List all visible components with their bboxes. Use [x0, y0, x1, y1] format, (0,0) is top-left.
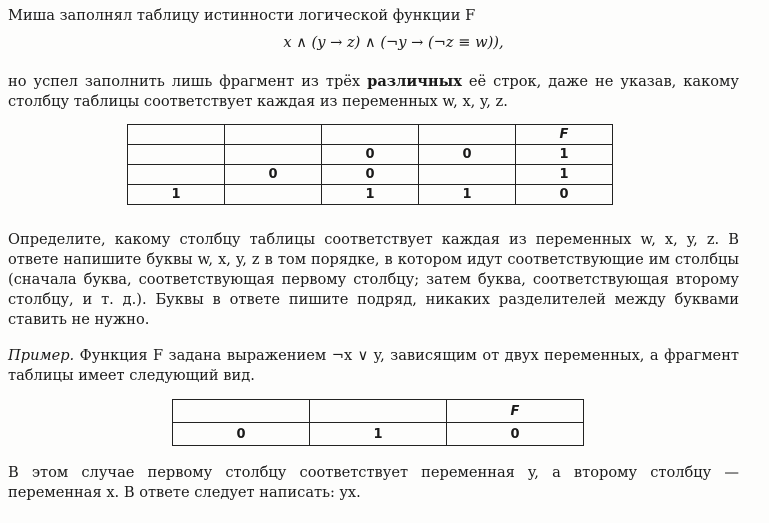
table-row — [128, 185, 613, 205]
table-header-row — [173, 400, 584, 423]
table-cell: 1 — [516, 165, 613, 185]
table-cell — [128, 125, 225, 145]
table-cell — [225, 125, 322, 145]
table-cell — [128, 145, 225, 165]
table-cell: 1 — [516, 145, 613, 165]
table-cell: 0 — [225, 165, 322, 185]
table-cell: 0 — [516, 185, 613, 205]
task-text: Определите, какому столбцу таблицы соответствует каждая из переменных w, x, y, z. В ответе напишите буквы w, x, y, z в том порядке, в котором идут соответствующие им столбцы (сначала буква, соответствующая первому столбцу; затем буква, соответствующая второму столбцу, и т. д.). Буквы в ответе пишите подряд, никаких разделителей между буквами ставить не нужно. — [8, 231, 739, 328]
table-cell — [225, 145, 322, 165]
table-row — [128, 145, 613, 165]
table-cell — [322, 125, 419, 145]
table-row — [173, 423, 584, 446]
table-cell: 1 — [310, 423, 447, 446]
intro-bold-word: различных — [367, 73, 462, 90]
table-cell: 0 — [173, 423, 310, 446]
example-table — [172, 399, 584, 446]
intro-text-part1: но успел заполнить лишь фрагмент из трёх — [8, 73, 368, 90]
table-cell: F — [447, 400, 584, 423]
table-cell: 0 — [419, 145, 516, 165]
table-cell — [310, 400, 447, 423]
intro-text-part2: её строк, даже не указав, какому столбцу таблицы соответствует каждая из переменных w, x, y, z. — [8, 73, 739, 110]
example-label: Пример. — [8, 347, 75, 364]
table-cell: 1 — [322, 185, 419, 205]
truth-table-fragment — [127, 124, 613, 205]
table-cell: 0 — [447, 423, 584, 446]
table-cell — [419, 165, 516, 185]
table-cell: 0 — [322, 165, 419, 185]
table-row — [128, 165, 613, 185]
table-cell: F — [516, 125, 613, 145]
intro-line: Миша заполнял таблицу истинности логической функции F — [8, 7, 476, 24]
function-formula: x ∧ (y → z) ∧ (¬y → (¬z ≡ w)), — [283, 34, 504, 51]
example-paragraph — [8, 346, 739, 386]
table-cell — [128, 165, 225, 185]
intro-continuation — [8, 72, 739, 112]
table-cell: 1 — [128, 185, 225, 205]
table-cell — [419, 125, 516, 145]
table-cell: 1 — [419, 185, 516, 205]
formula-block — [8, 29, 739, 55]
table-cell: 0 — [322, 145, 419, 165]
conclusion-text: В этом случае первому столбцу соответствует переменная y, а второму столбцу — переменная x. В ответе следует написать: yx. — [8, 464, 739, 501]
table-header-row — [128, 125, 613, 145]
table-cell — [173, 400, 310, 423]
example-text: Функция F задана выражением ¬x ∨ y, зависящим от двух переменных, а фрагмент таблицы имеет следующий вид. — [8, 347, 739, 384]
table-cell — [225, 185, 322, 205]
